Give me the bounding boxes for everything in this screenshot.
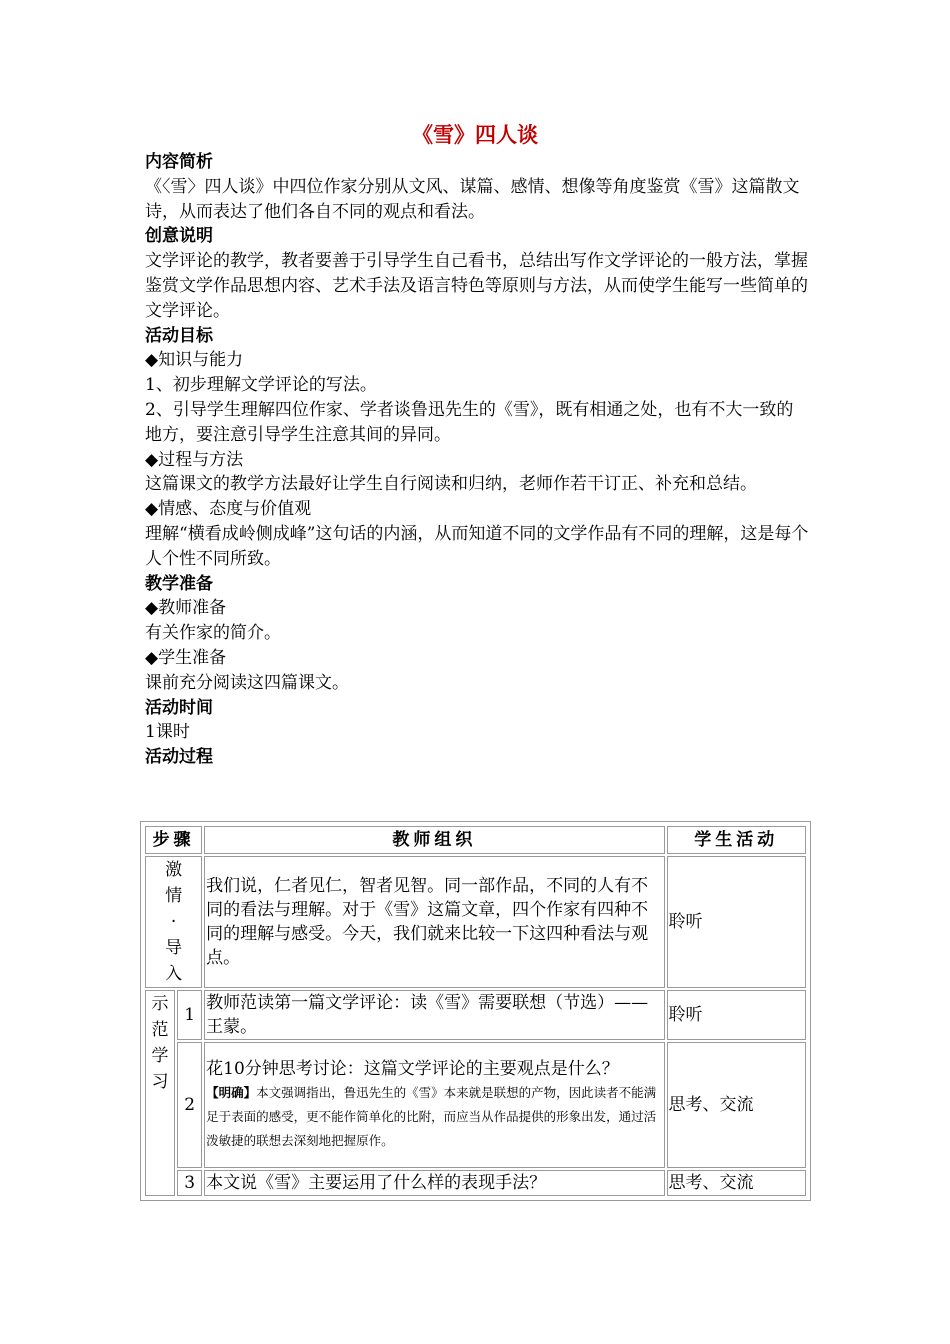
paragraph: 1、初步理解文学评论的写法。 [145,375,377,396]
paragraph: 《〈雪〉四人谈》中四位作家分别从文风、谋篇、感情、想像等角度鉴赏《雪》这篇散文诗，从而表达了他们各自不同的观点和看法。 [145,176,800,222]
section-heading: 创意说明 [145,226,213,247]
subheading: ◆过程与方法 [145,449,244,470]
table-header-student: 学生活动 [667,826,806,854]
activity-table [140,821,811,1201]
step-label-intro: 激 情 · 导 入 [145,856,202,988]
paragraph: 有关作家的简介。 [145,623,281,644]
student-cell: 聆听 [667,856,806,988]
row-number: 3 [177,1170,202,1196]
table-header-teacher: 教师组织 [204,826,664,854]
note-label: 【明确】 [206,1085,257,1100]
student-cell: 思考、交流 [667,1170,806,1196]
teacher-cell: 我们说，仁者见仁，智者见智。同一部作品，不同的人有不同的看法与理解。对于《雪》这篇文章，四个作家有四种不同的理解与感受。今天，我们就来比较一下这四种看法与观点。 [204,856,664,988]
subheading: ◆知识与能力 [145,350,244,371]
paragraph: 理解“横看成岭侧成峰”这句话的内涵，从而知道不同的文学作品有不同的理解，这是每个人个性不同所致。 [145,523,809,569]
paragraph: 课前充分阅读这四篇课文。 [145,672,349,693]
subheading: ◆情感、态度与价值观 [145,499,312,520]
student-cell: 聆听 [667,990,806,1040]
subheading: ◆学生准备 [145,647,227,668]
section-heading: 教学准备 [145,573,213,594]
paragraph: 文学评论的教学，教者要善于引导学生自己看书，总结出写作文学评论的一般方法，掌握鉴赏文学作品思想内容、艺术手法及语言特色等原则与方法，从而使学生能写一些简单的文学评论。 [145,251,808,321]
paragraph: 这篇课文的教学方法最好让学生自行阅读和归纳，老师作若干订正、补充和总结。 [145,474,757,495]
note-text: 本文强调指出，鲁迅先生的《雪》本来就是联想的产物，因此读者不能满足于表面的感受，更不能作简单化的比附，而应当从作品提供的形象出发，通过活泼敏捷的联想去深刻地把握原作。 [206,1085,657,1148]
subheading: ◆教师准备 [145,598,227,619]
section-heading: 内容简析 [145,152,213,172]
teacher-cell [204,1042,664,1168]
section-heading: 活动时间 [145,697,213,718]
teacher-cell: 教师范读第一篇文学评论：读《雪》需要联想（节选）——王蒙。 [204,990,664,1040]
teacher-cell: 本文说《雪》主要运用了什么样的表现手法？ [204,1170,664,1196]
row-number: 1 [177,990,202,1040]
teacher-question: 花10分钟思考讨论：这篇文学评论的主要观点是什么？ [206,1059,619,1079]
page-title: 《雪》四人谈 [412,122,538,147]
section-heading: 活动目标 [145,325,213,346]
row-number: 2 [177,1042,202,1168]
answer-note [206,1081,662,1153]
paragraph: 1课时 [145,722,190,743]
table-header-step: 步骤 [145,826,202,854]
document-body [145,150,810,770]
paragraph: 2、引导学生理解四位作家、学者谈鲁迅先生的《雪》，既有相通之处，也有不大一致的地方，要注意引导学生注意其间的异同。 [145,399,794,445]
section-heading: 活动过程 [145,747,213,768]
student-cell: 思考、交流 [667,1042,806,1168]
step-label-demo: 示 范 学 习 [145,990,175,1196]
